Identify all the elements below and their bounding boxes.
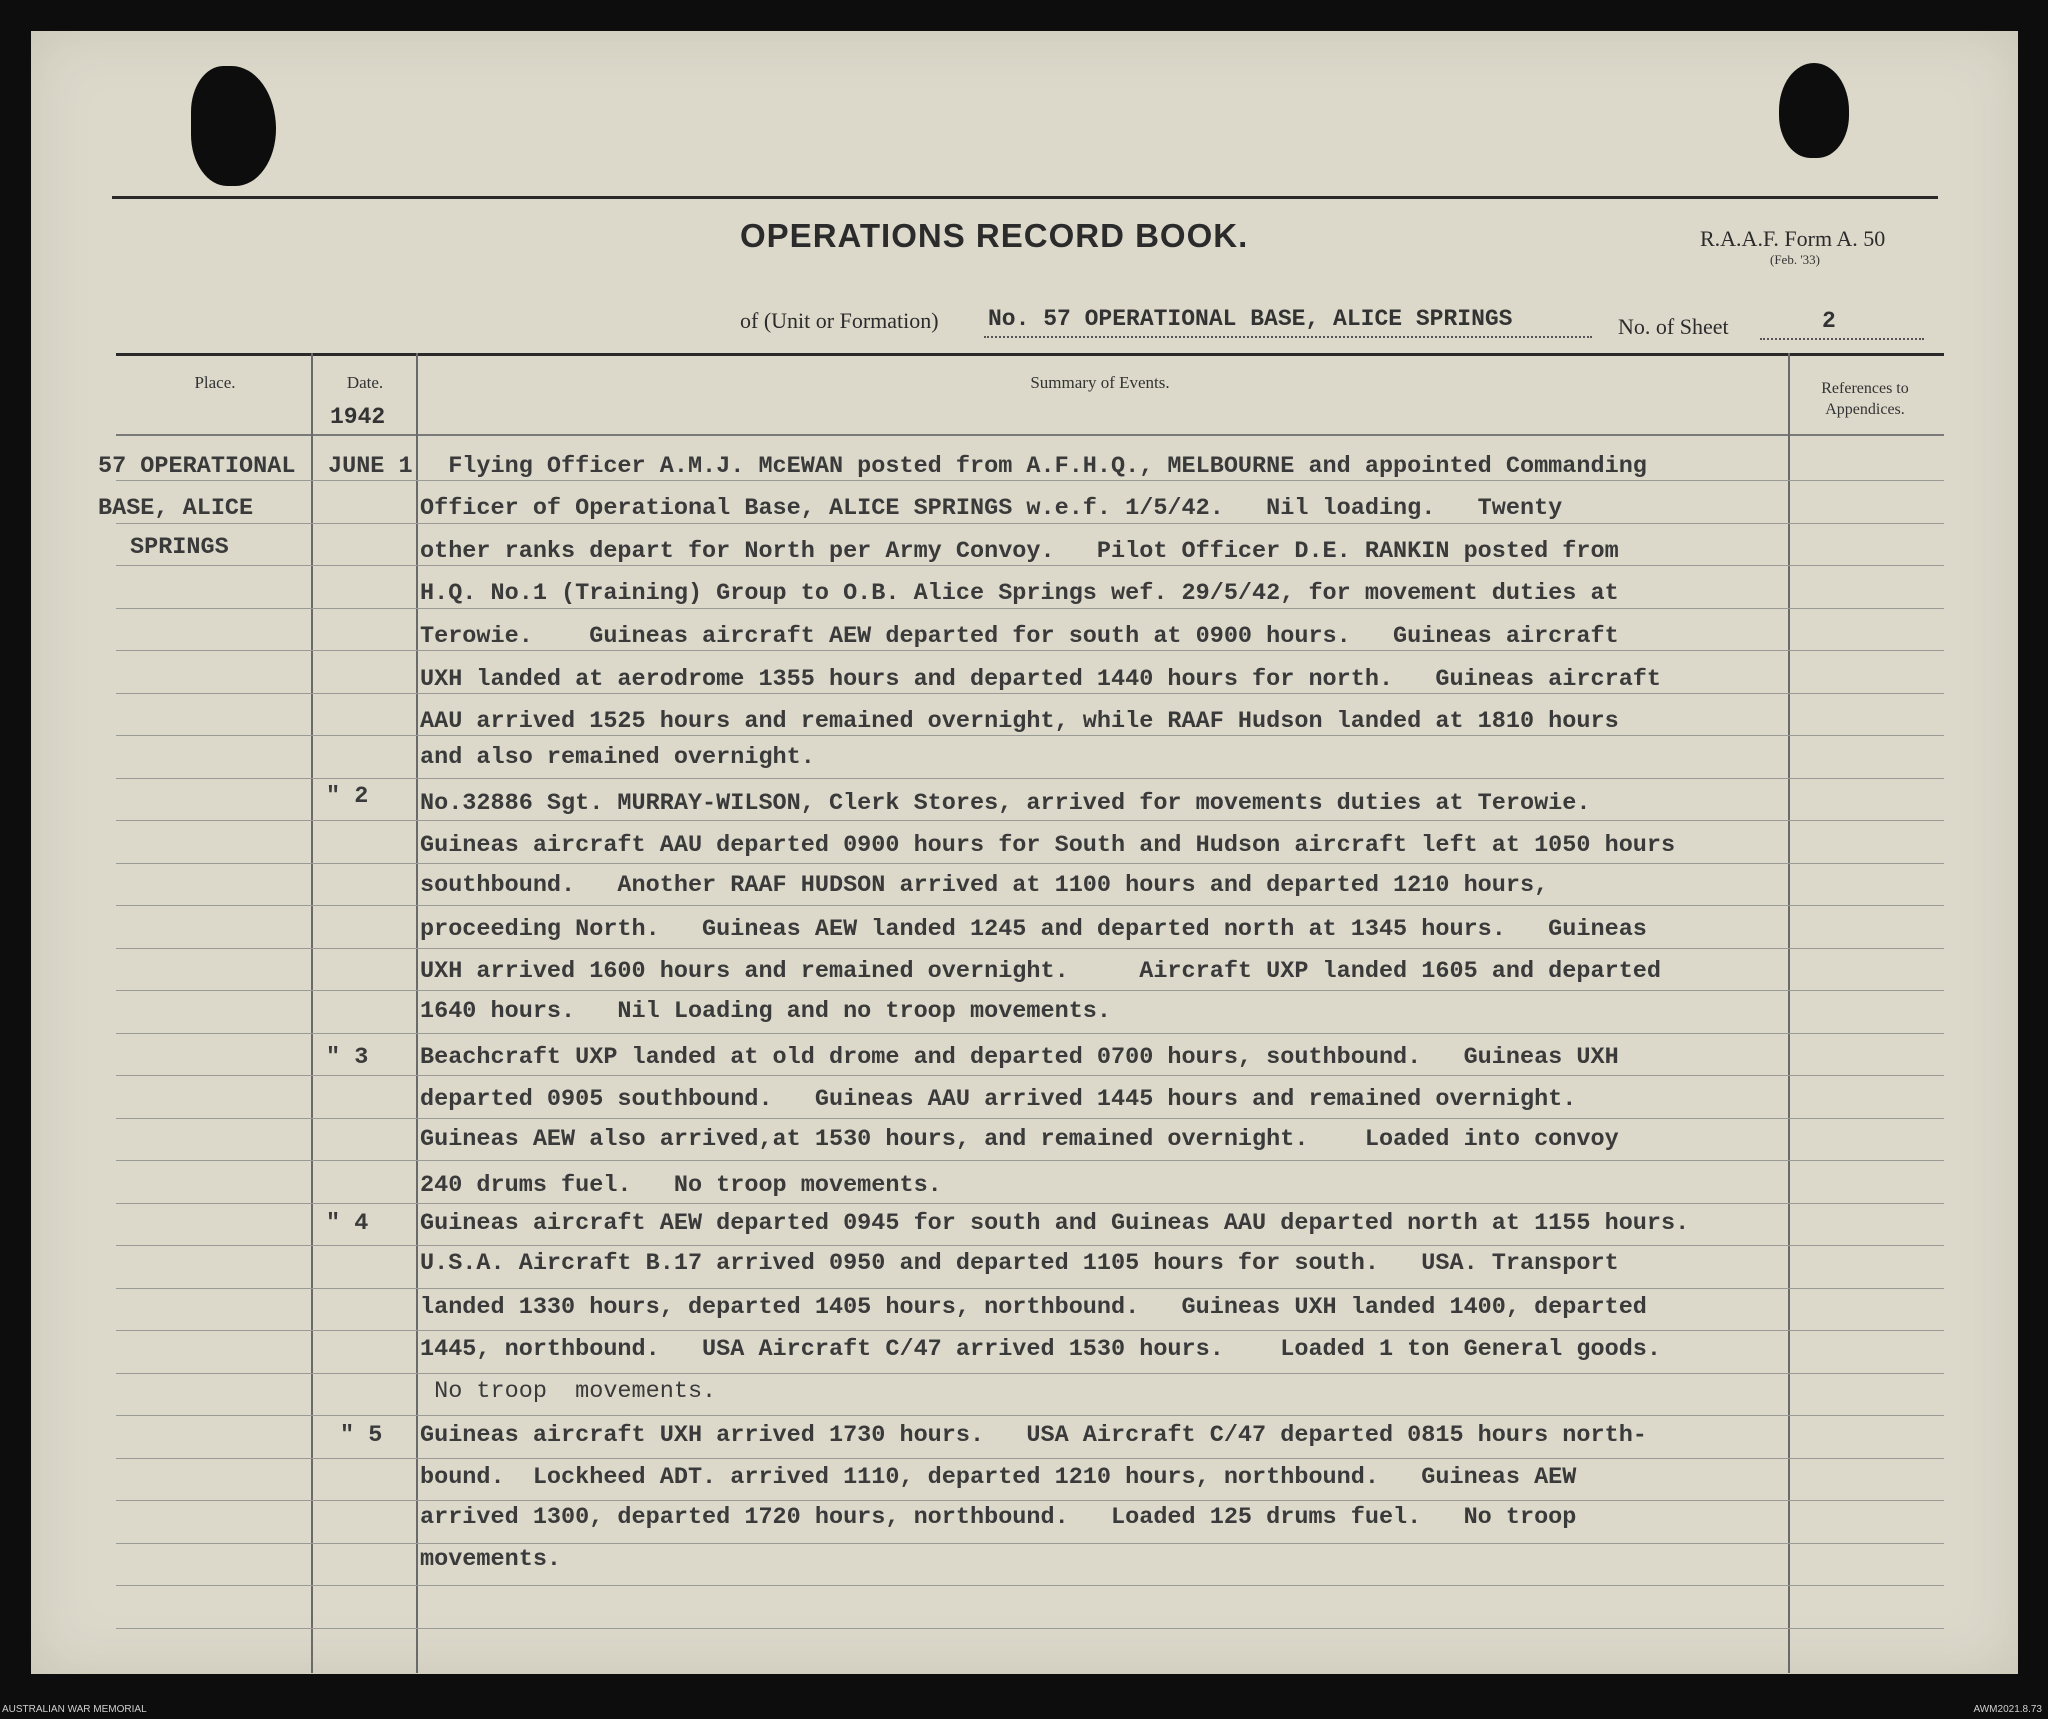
archive-reference: AWM2021.8.73 (1973, 1704, 2042, 1715)
ruled-line (116, 778, 1944, 779)
place-line: SPRINGS (130, 534, 229, 561)
unit-value: No. 57 OPERATIONAL BASE, ALICE SPRINGS (988, 306, 1513, 332)
summary-line: movements. (420, 1546, 562, 1573)
ruled-line (116, 650, 1944, 651)
summary-line: proceeding North. Guineas AEW landed 1245 and departed north at 1345 hours. Guineas (420, 916, 1647, 943)
ruled-line (116, 1585, 1944, 1586)
summary-line: Officer of Operational Base, ALICE SPRINGS w.e.f. 1/5/42. Nil loading. Twenty (420, 495, 1563, 522)
column-header-date: Date. (346, 373, 384, 392)
summary-line: UXH arrived 1600 hours and remained overnight. Aircraft UXP landed 1605 and departed (420, 958, 1662, 985)
summary-line: UXH landed at aerodrome 1355 hours and departed 1440 hours for north. Guineas aircraft (420, 666, 1662, 693)
summary-line: Guineas aircraft AEW departed 0945 for south and Guineas AAU departed north at 1155 hours. (420, 1210, 1690, 1237)
ruled-line (116, 1415, 1944, 1416)
column-divider-date (416, 353, 418, 1673)
date-entry: " 3 (326, 1044, 369, 1071)
ruled-line (116, 1203, 1944, 1204)
unit-dotted-line (984, 336, 1592, 338)
place-line: BASE, ALICE (98, 495, 254, 522)
punch-hole-right (1779, 63, 1849, 158)
sheet-dotted-line (1760, 338, 1924, 340)
ruled-line (116, 1330, 1944, 1331)
ruled-line (116, 1543, 1944, 1544)
ruled-line (116, 523, 1944, 524)
unit-label: of (Unit or Formation) (740, 308, 939, 333)
column-header-references: References to (1821, 380, 1909, 397)
date-entry: " 5 (340, 1422, 383, 1449)
summary-line: landed 1330 hours, departed 1405 hours, northbound. Guineas UXH landed 1400, departed (420, 1294, 1647, 1321)
summary-line: bound. Lockheed ADT. arrived 1110, departed 1210 hours, northbound. Guineas AEW (420, 1464, 1577, 1491)
summary-line: U.S.A. Aircraft B.17 arrived 0950 and departed 1105 hours for south. USA. Transport (420, 1250, 1619, 1277)
summary-line: Guineas AEW also arrived,at 1530 hours, and remained overnight. Loaded into convoy (420, 1126, 1619, 1153)
header-rule (112, 196, 1938, 199)
sheet-number: 2 (1822, 308, 1836, 334)
column-header-appendices: Appendices. (1825, 401, 1905, 418)
summary-line: and also remained overnight. (420, 744, 815, 771)
form-date: (Feb. '33) (1770, 252, 1821, 267)
summary-line: 1445, northbound. USA Aircraft C/47 arrived 1530 hours. Loaded 1 ton General goods. (420, 1336, 1662, 1363)
sheet-label: No. of Sheet (1618, 314, 1729, 339)
ruled-line (116, 480, 1944, 481)
form-number: R.A.A.F. Form A. 50 (1700, 226, 1886, 251)
ruled-line (116, 1245, 1944, 1246)
ruled-line (116, 693, 1944, 694)
summary-line: No troop movements. (420, 1378, 717, 1405)
page-title: OPERATIONS RECORD BOOK. (740, 217, 1249, 254)
summary-line: arrived 1300, departed 1720 hours, northbound. Loaded 125 drums fuel. No troop (420, 1504, 1577, 1531)
summary-line: 1640 hours. Nil Loading and no troop movements. (420, 998, 1112, 1025)
date-entry: " 4 (326, 1210, 369, 1237)
table-top-rule (116, 353, 1944, 356)
ruled-line (116, 1288, 1944, 1289)
date-entry: " 2 (326, 783, 369, 810)
summary-line: departed 0905 southbound. Guineas AAU arrived 1445 hours and remained overnight. (420, 1086, 1577, 1113)
ruled-line (116, 1628, 1944, 1629)
ruled-line (116, 1373, 1944, 1374)
summary-line: Guineas aircraft UXH arrived 1730 hours. USA Aircraft C/47 departed 0815 hours north- (420, 1422, 1647, 1449)
summary-line: Flying Officer A.M.J. McEWAN posted from A.F.H.Q., MELBOURNE and appointed Commanding (420, 453, 1647, 480)
place-line: 57 OPERATIONAL (98, 453, 296, 480)
ruled-line (116, 1118, 1944, 1119)
ruled-line (116, 863, 1944, 864)
summary-line: southbound. Another RAAF HUDSON arrived at 1100 hours and departed 1210 hours, (420, 872, 1549, 899)
summary-line: Beachcraft UXP landed at old drome and departed 0700 hours, southbound. Guineas UXH (420, 1044, 1619, 1071)
summary-line: AAU arrived 1525 hours and remained overnight, while RAAF Hudson landed at 1810 hours (420, 708, 1619, 735)
summary-line: H.Q. No.1 (Training) Group to O.B. Alice Springs wef. 29/5/42, for movement duties at (420, 580, 1619, 607)
ruled-line (116, 735, 1944, 736)
column-divider-summary (1788, 353, 1790, 1673)
column-header-summary: Summary of Events. (1030, 373, 1170, 392)
summary-line: other ranks depart for North per Army Convoy. Pilot Officer D.E. RANKIN posted from (420, 538, 1619, 565)
date-entry: JUNE 1 (328, 453, 413, 480)
table-header-rule (116, 434, 1944, 436)
summary-line: Terowie. Guineas aircraft AEW departed for south at 0900 hours. Guineas aircraft (420, 623, 1619, 650)
summary-line: 240 drums fuel. No troop movements. (420, 1172, 942, 1199)
punch-hole-left (191, 66, 276, 186)
year: 1942 (330, 404, 386, 430)
ruled-line (116, 565, 1944, 566)
ruled-line (116, 1458, 1944, 1459)
ruled-line (116, 905, 1944, 906)
archive-credit: AUSTRALIAN WAR MEMORIAL (2, 1704, 147, 1715)
ruled-line (116, 1160, 1944, 1161)
ruled-line (116, 820, 1944, 821)
ruled-line (116, 1500, 1944, 1501)
summary-line: No.32886 Sgt. MURRAY-WILSON, Clerk Stores, arrived for movements duties at Terowie. (420, 790, 1591, 817)
ruled-line (116, 1033, 1944, 1034)
ruled-line (116, 608, 1944, 609)
ruled-line (116, 948, 1944, 949)
summary-line: Guineas aircraft AAU departed 0900 hours for South and Hudson aircraft left at 1050 hours (420, 832, 1676, 859)
column-header-place: Place. (194, 373, 236, 392)
ruled-line (116, 1075, 1944, 1076)
ruled-line (116, 990, 1944, 991)
column-divider-place (311, 353, 313, 1673)
